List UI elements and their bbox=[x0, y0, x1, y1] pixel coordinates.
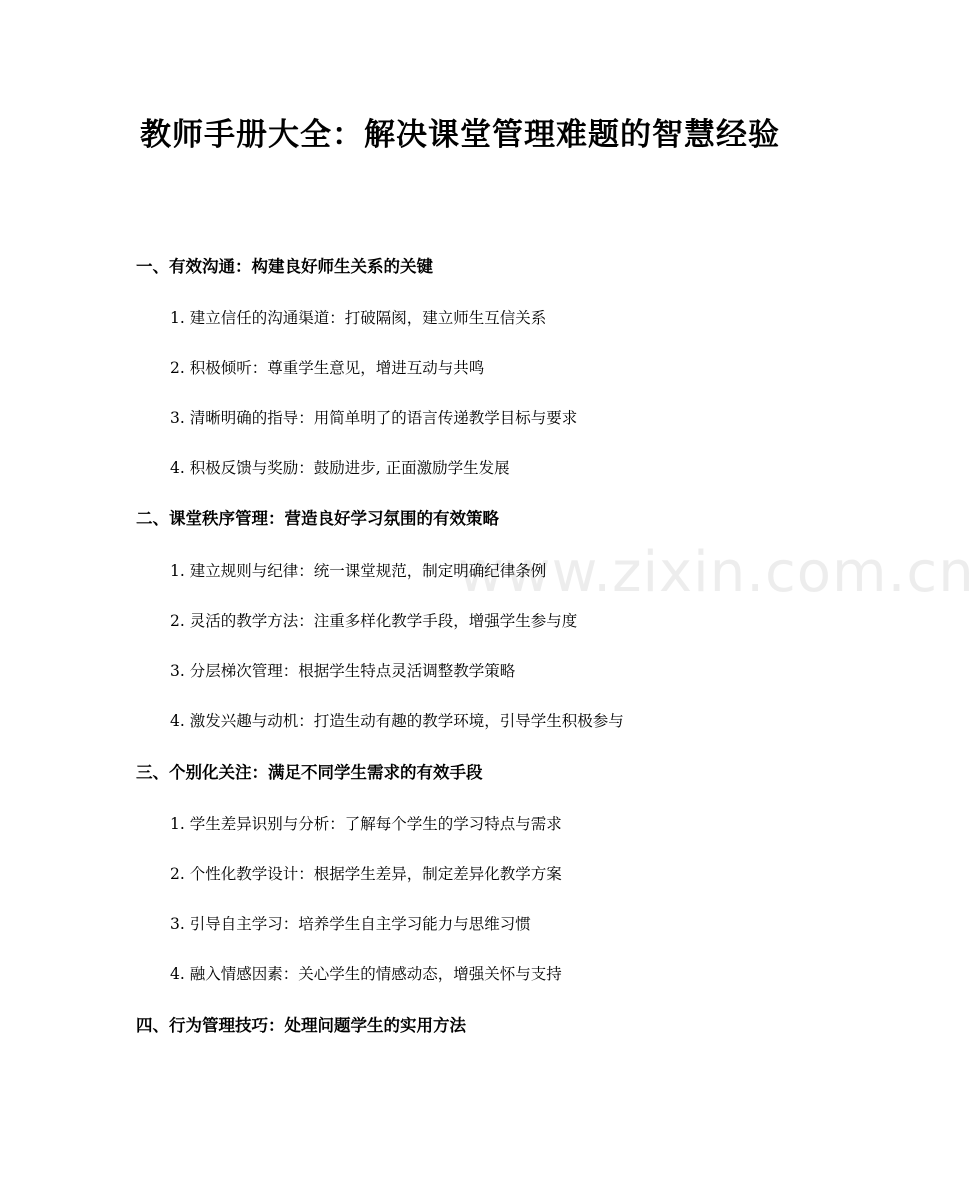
list-item: 2. 积极倾听：尊重学生意见，增进互动与共鸣 bbox=[170, 359, 485, 377]
list-item: 3. 清晰明确的指导：用简单明了的语言传递教学目标与要求 bbox=[170, 409, 578, 427]
list-item: 4. 融入情感因素：关心学生的情感动态，增强关怀与支持 bbox=[170, 965, 562, 983]
section-heading-2: 二、课堂秩序管理：营造良好学习氛围的有效策略 bbox=[136, 509, 499, 528]
list-item: 2. 灵活的教学方法：注重多样化教学手段，增强学生参与度 bbox=[170, 612, 578, 630]
list-item: 2. 个性化教学设计：根据学生差异，制定差异化教学方案 bbox=[170, 865, 562, 883]
section-heading-1: 一、有效沟通：构建良好师生关系的关键 bbox=[136, 257, 433, 276]
document-title: 教师手册大全：解决课堂管理难题的智慧经验 bbox=[140, 117, 780, 153]
list-item: 3. 引导自主学习：培养学生自主学习能力与思维习惯 bbox=[170, 915, 531, 933]
list-item: 1. 学生差异识别与分析：了解每个学生的学习特点与需求 bbox=[170, 815, 562, 833]
watermark-text: www.zixin.com.cn bbox=[458, 540, 975, 605]
list-item: 4. 积极反馈与奖励：鼓励进步, 正面激励学生发展 bbox=[170, 459, 510, 477]
section-heading-4: 四、行为管理技巧：处理问题学生的实用方法 bbox=[136, 1016, 466, 1035]
section-heading-3: 三、个别化关注：满足不同学生需求的有效手段 bbox=[136, 763, 483, 782]
list-item: 3. 分层梯次管理：根据学生特点灵活调整教学策略 bbox=[170, 662, 516, 680]
list-item: 1. 建立规则与纪律：统一课堂规范，制定明确纪律条例 bbox=[170, 562, 547, 580]
list-item: 4. 激发兴趣与动机：打造生动有趣的教学环境，引导学生积极参与 bbox=[170, 712, 624, 730]
list-item: 1. 建立信任的沟通渠道：打破隔阂，建立师生互信关系 bbox=[170, 309, 547, 327]
